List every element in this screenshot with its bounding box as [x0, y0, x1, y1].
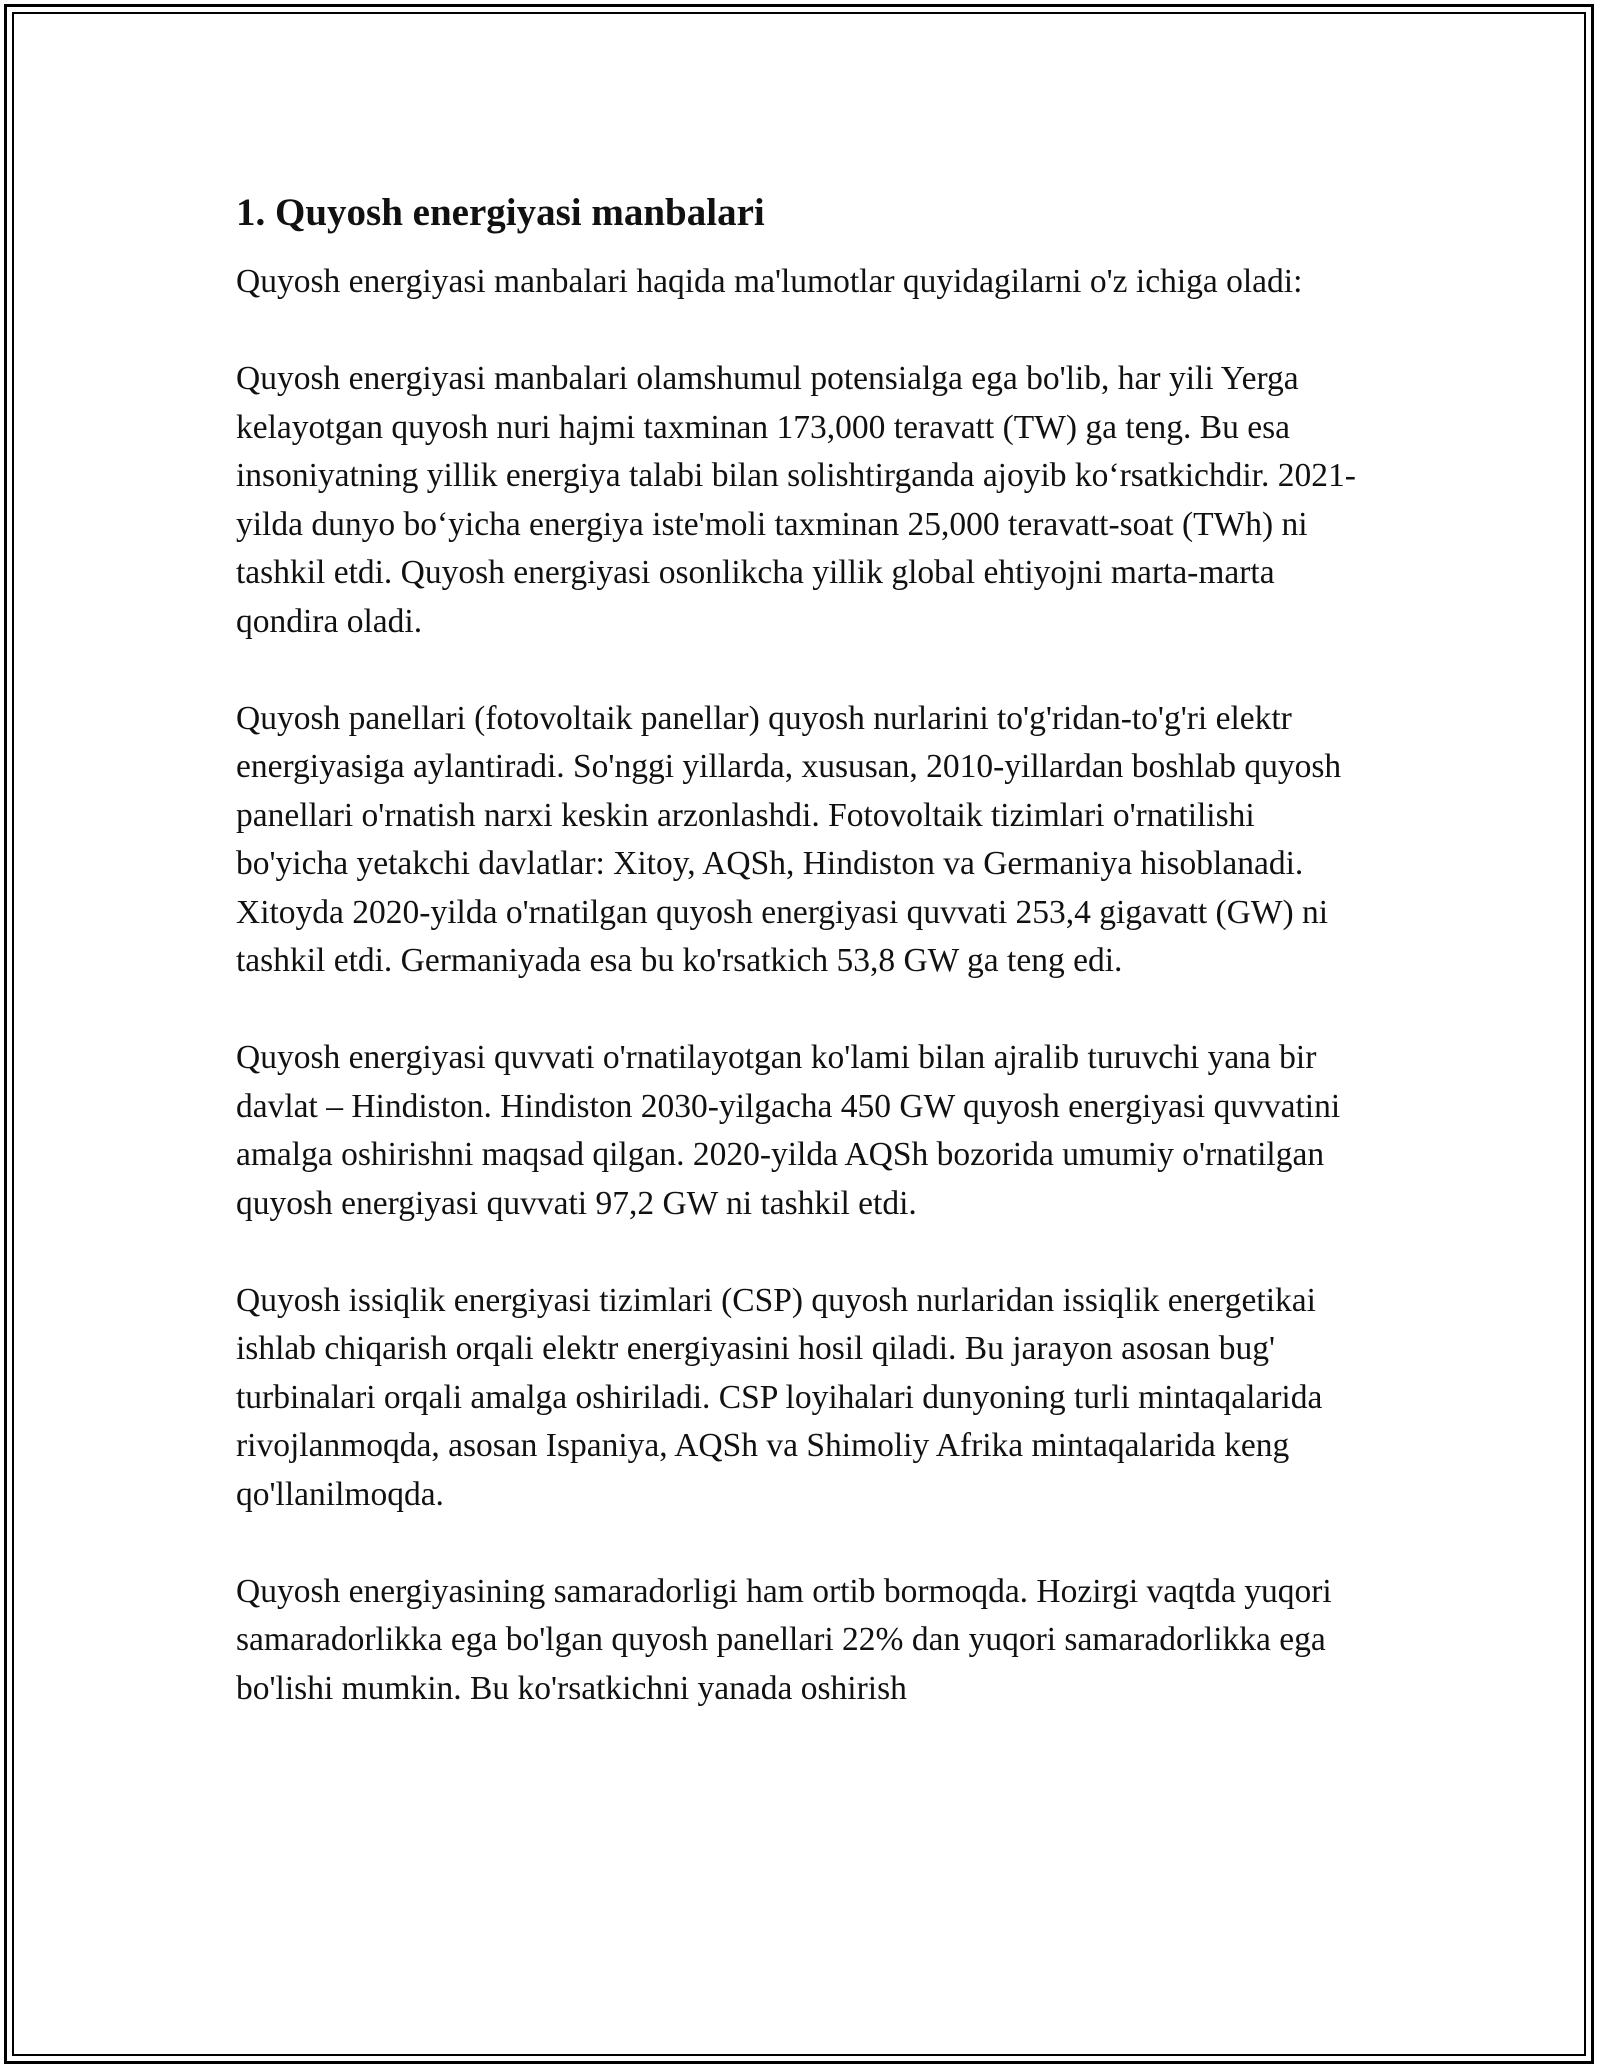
paragraph-india-usa: Quyosh energiyasi quvvati o'rnatilayotgan ko'lami bilan ajralib turuvchi yana bir davlat – Hindiston. Hindiston 2030-yilgacha 450 GW quyosh energiyasi quvvatini amalga oshirishni maqsad qilgan. 2020-yilda AQSh bozorida umumiy o'rnatilgan quyosh energiyasi quvvati 97,2 GW ni tashkil etdi.	[236, 1039, 1341, 1222]
document-body	[236, 186, 1356, 1762]
paragraph-intro: Quyosh energiyasi manbalari haqida ma'lumotlar quyidagilarni o'z ichiga oladi:	[236, 263, 1303, 300]
paragraph-solar-potential: Quyosh energiyasi manbalari olamshumul potensialga ega bo'lib, har yili Yerga kelayotgan quyosh nuri hajmi taxminan 173,000 teravatt (TW) ga teng. Bu esa insoniyatning yillik energiya talabi bilan solishtirganda ajoyib koʻrsatkichdir. 2021-yilda dunyo boʻyicha energiya iste'moli taxminan 25,000 teravatt-soat (TWh) ni tashkil etdi. Quyosh energiyasi osonlikcha yillik global ehtiyojni marta-marta qondira oladi.	[236, 360, 1356, 640]
paragraph-csp: Quyosh issiqlik energiyasi tizimlari (CSP) quyosh nurlaridan issiqlik energetikai ishlab chiqarish orqali elektr energiyasini hosil qiladi. Bu jarayon asosan bug' turbinalari orqali amalga oshiriladi. CSP loyihalari dunyoning turli mintaqalarida rivojlanmoqda, asosan Ispaniya, AQSh va Shimoliy Afrika mintaqalarida keng qo'llanilmoqda.	[236, 1281, 1323, 1513]
section-heading: 1. Quyosh energiyasi manbalari	[236, 191, 765, 234]
paragraph-efficiency: Quyosh energiyasining samaradorligi ham ortib bormoqda. Hozirgi vaqtda yuqori samaradorlikka ega bo'lgan quyosh panellari 22% dan yuqori samaradorlikka ega bo'lishi mumkin. Bu ko'rsatkichni yanada oshirish	[236, 1572, 1332, 1707]
paragraph-solar-panels: Quyosh panellari (fotovoltaik panellar) quyosh nurlarini to'g'ridan-to'g'ri elektr energiyasiga aylantiradi. So'nggi yillarda, xususan, 2010-yillardan boshlab quyosh panellari o'rnatish narxi keskin arzonlashdi. Fotovoltaik tizimlari o'rnatilishi bo'yicha yetakchi davlatlar: Xitoy, AQSh, Hindiston va Germaniya hisoblanadi. Xitoyda 2020-yilda o'rnatilgan quyosh energiyasi quvvati 253,4 gigavatt (GW) ni tashkil etdi. Germaniyada esa bu ko'rsatkich 53,8 GW ga teng edi.	[236, 699, 1342, 979]
